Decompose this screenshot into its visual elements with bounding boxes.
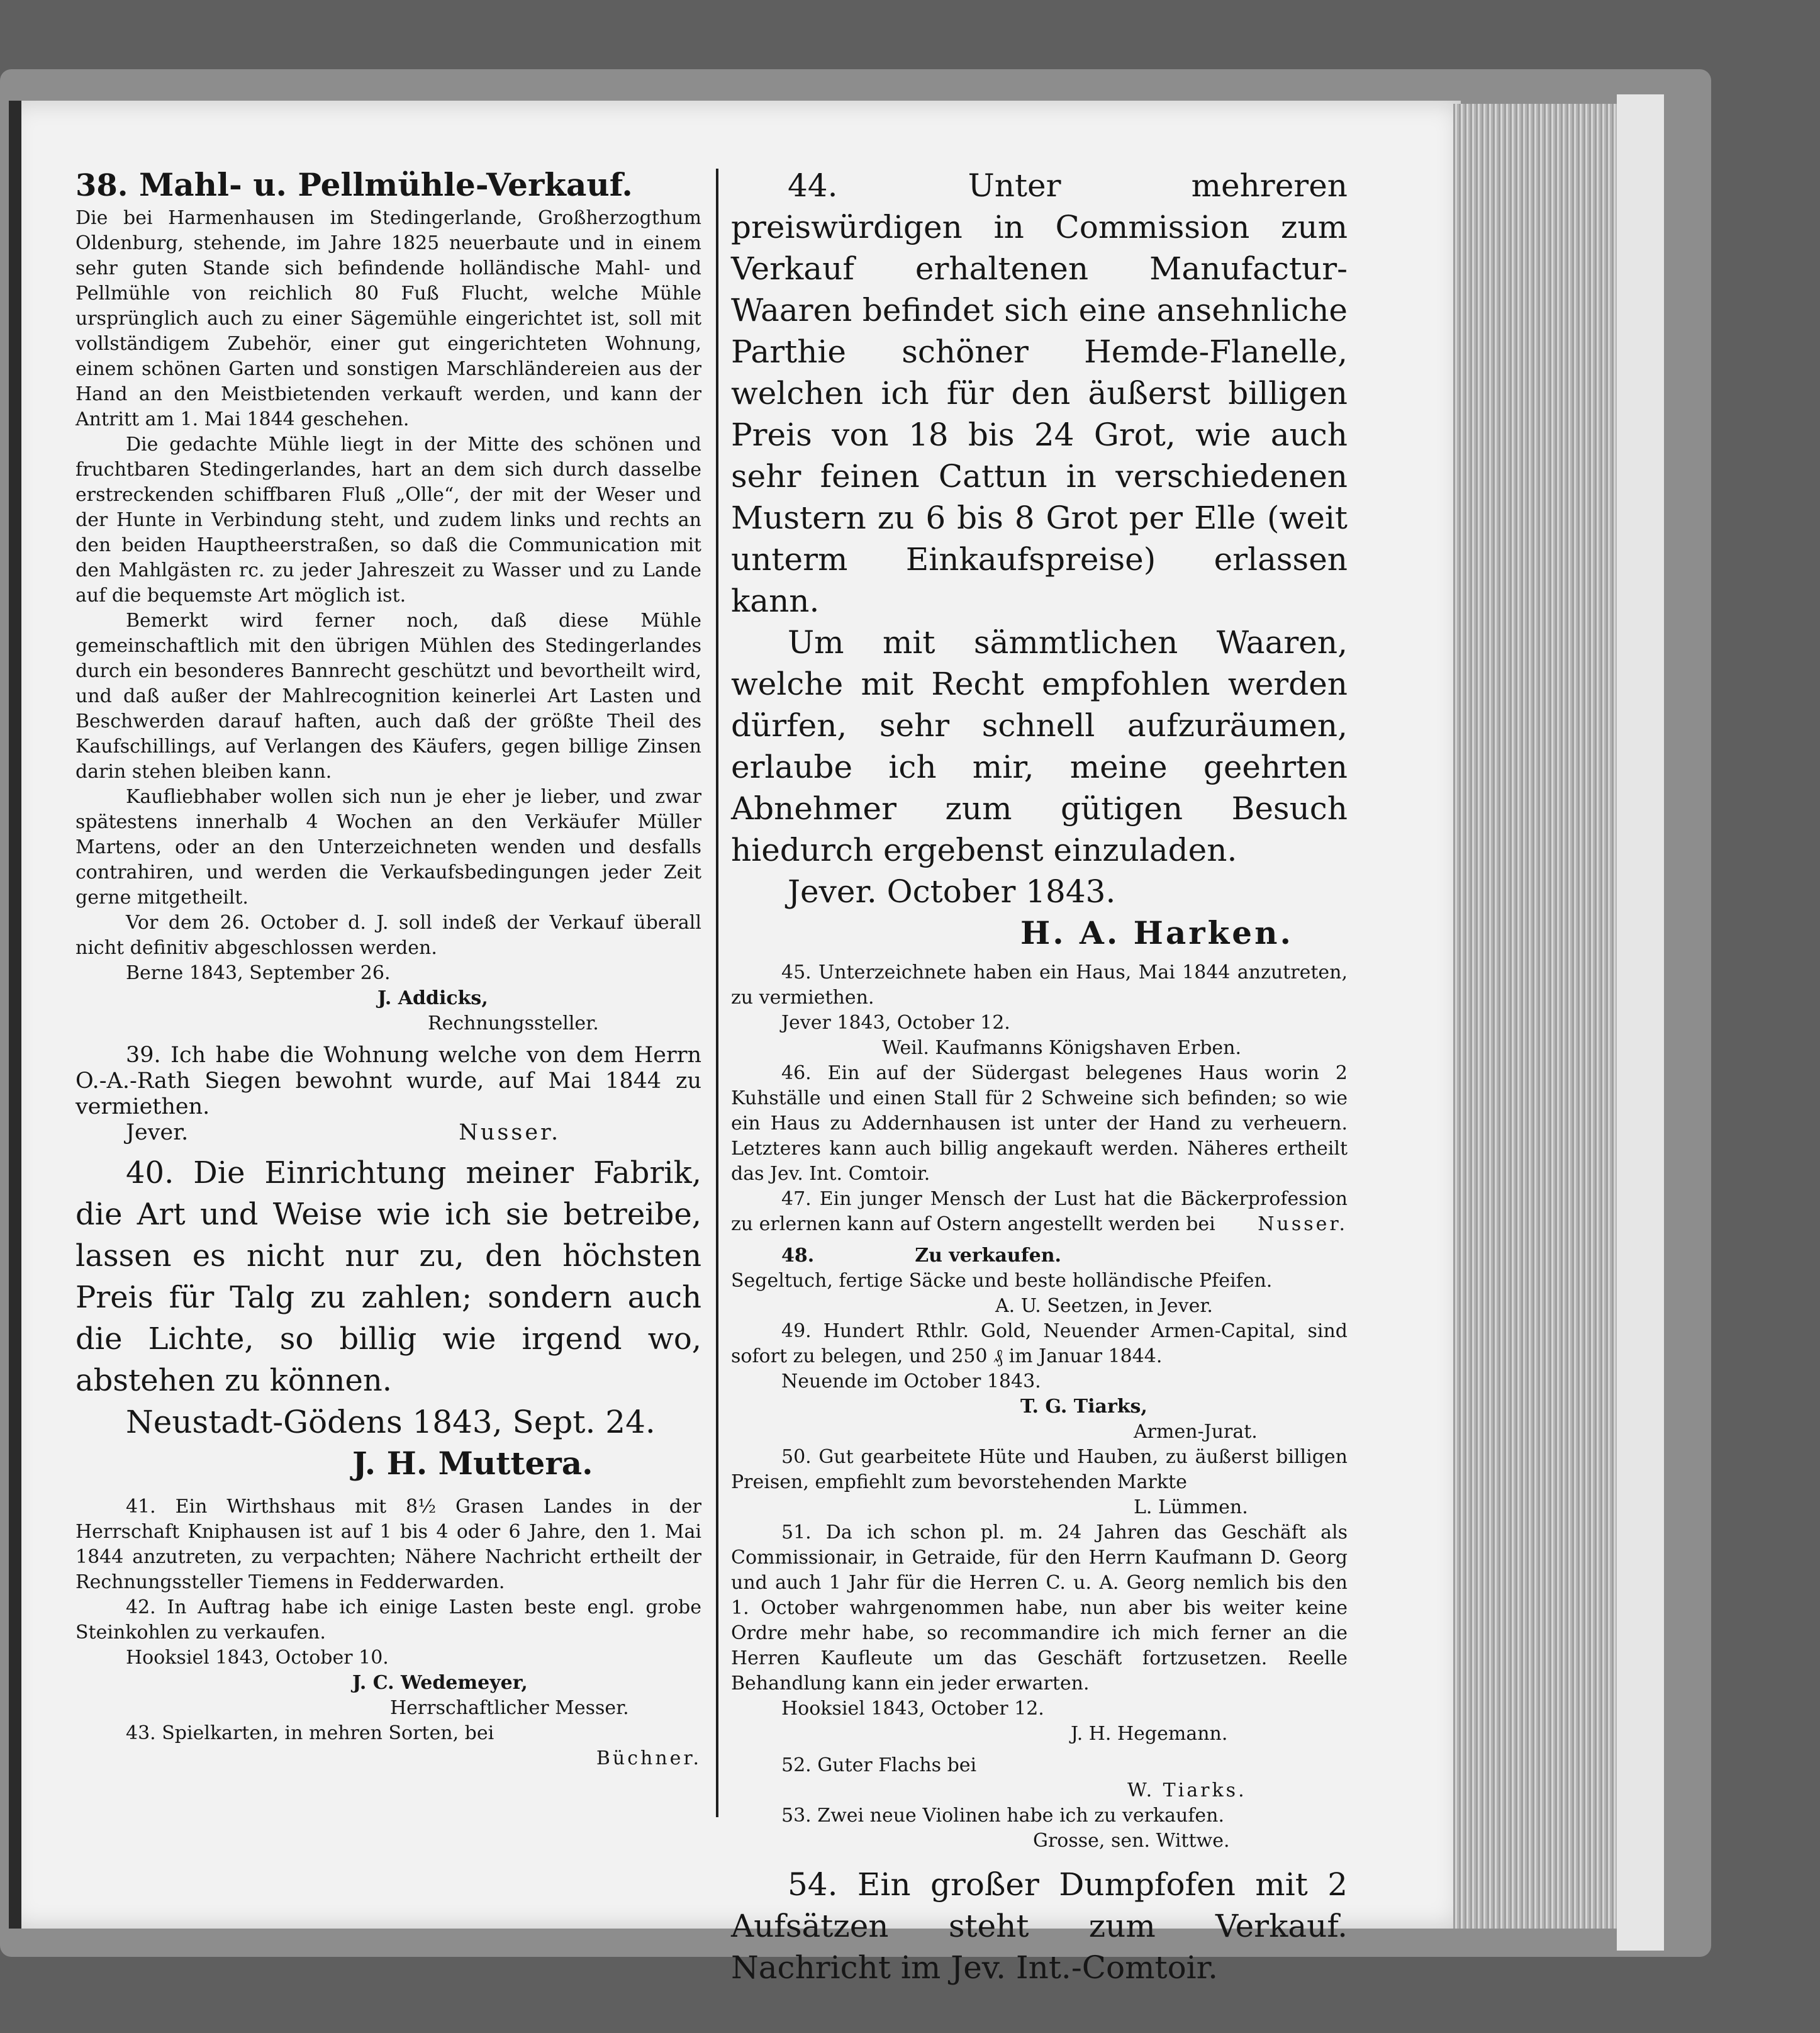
item-42-text: 42. In Auftrag habe ich einige Lasten beste engl. grobe Steinkohlen zu verkaufen. — [75, 1596, 701, 1644]
item-51-text: 51. Da ich schon pl. m. 24 Jahren das Geschäft als Commissionair, in Getraide, für den Herrn Kaufmann D. Georg und auch 1 Jahr für die Herren C. u. A. Georg nemlich bis den 1. October wahrgenommen habe, nun aber bis weiter keine Ordre mehr habe, so recommandire ich mich ferner an die Herren Kaufleute um das Geschäft fortzusetzen. Reelle Behandlung kann ein jeder erwarten. — [731, 1521, 1348, 1694]
item-54-text: 54. Ein großer Dumpfofen mit 2 Aufsätzen steht zum Verkauf. Nachricht im Jev. Int.-Comtoir. — [731, 1866, 1348, 1986]
item-43-text: 43. Spielkarten, in mehren Sorten, bei — [126, 1722, 494, 1744]
page-edges — [1453, 104, 1617, 1929]
item-40-place-date: Neustadt-Gödens 1843, Sept. 24. — [126, 1404, 656, 1440]
item-48-signer: A. U. Seetzen, in Jever. — [995, 1295, 1213, 1317]
item-48-text: Segeltuch, fertige Säcke und beste holländische Pfeifen. — [731, 1270, 1273, 1292]
item-45-place-date: Jever 1843, October 12. — [781, 1012, 1010, 1034]
item-50-text: 50. Gut gearbeitete Hüte und Hauben, zu äußerst billigen Preisen, empfiehlt zum bevorstehenden Markte — [731, 1446, 1348, 1493]
item-38-text-4: Kaufliebhaber wollen sich nun je eher je lieber, und zwar spätestens innerhalb 4 Wochen an den Verkäufer Müller Martens, oder an den Unterzeichneten wenden und desfalls contrahiren, und werden die Verkaufsbedingungen jeder Zeit gerne mitgetheilt. — [75, 786, 701, 909]
page-gutter — [9, 101, 21, 1929]
item-38-text-2: Die gedachte Mühle liegt in der Mitte des schönen und fruchtbaren Stedingerlandes, hart an dem sich durch dasselbe erstreckenden schiffbaren Fluß „Olle“, der mit der Weser und der Hunte in Verbindung steht, und zudem links und rechts an den beiden Hauptheerstraßen, so daß die Communication mit den Mahlgästen rc. zu jeder Jahreszeit zu Wasser und zu Lande auf die bequemste Art möglich ist. — [75, 434, 701, 607]
item-49-signer: T. G. Tiarks, — [1020, 1396, 1147, 1418]
item-41-text: 41. Ein Wirthshaus mit 8½ Grasen Landes in der Herrschaft Kniphausen ist auf 1 bis 4 oder 6 Jahre, den 1. Mai 1844 anzutreten, zu verpachten; Nähere Nachricht ertheilt der Rechnungssteller Tiemens in Fedderwarden. — [75, 1496, 701, 1593]
item-42-signer-title: Herrschaftlicher Messer. — [390, 1697, 629, 1719]
item-38-signer-title: Rechnungssteller. — [428, 1012, 599, 1034]
column-divider — [716, 169, 718, 1817]
item-49-text: 49. Hundert Rthlr. Gold, Neuender Armen-Capital, sind sofort zu belegen, und 250 ₰ im Januar 1844. — [731, 1320, 1348, 1367]
item-39-signature-line — [75, 1120, 701, 1146]
item-39-signer: Nusser. — [459, 1120, 561, 1145]
item-40-text: 40. Die Einrichtung meiner Fabrik, die Art und Weise wie ich sie betreibe, lassen es nicht nur zu, den höchsten Preis für Talg zu zahlen; sondern auch die Lichte, so billig wie irgend wo, abstehen zu können. — [75, 1155, 701, 1398]
item-49-place-date: Neuende im October 1843. — [781, 1370, 1041, 1392]
item-38-number: 38. — [75, 168, 128, 203]
item-47-signer: Nusser. — [1258, 1213, 1348, 1235]
item-50-signer: L. Lümmen. — [1134, 1496, 1248, 1518]
item-39-text: 39. Ich habe die Wohnung welche von dem Herrn O.-A.-Rath Siegen bewohnt wurde, auf Mai 1844 zu vermiethen. — [75, 1043, 701, 1119]
item-38-heading — [75, 165, 701, 206]
item-49-signer-title: Armen-Jurat. — [1134, 1421, 1258, 1443]
item-38-text-5: Vor dem 26. October d. J. soll indeß der Verkauf überall nicht definitiv abgeschlossen werden. — [75, 912, 701, 959]
item-38-text-3: Bemerkt wird ferner noch, daß diese Mühle gemeinschaftlich mit den übrigen Mühlen des Stedingerlandes durch ein besonderes Bannrecht geschützt und bevortheilt wird, und daß außer der Mahlrecognition keinerlei Art Lasten und Beschwerden darauf haften, auch daß der größte Theil des Kaufschillings, auf Verlangen des Käufers, gegen billige Zinsen darin stehen bleiben kann. — [75, 610, 701, 783]
item-44-text-1: 44. Unter mehreren preiswürdigen in Commission zum Verkauf erhaltenen Manufactur-Waaren befindet sich eine ansehnliche Parthie schöner Hemde-Flanelle, welchen ich für den äußerst billigen Preis von 18 bis 24 Grot, wie auch sehr feinen Cattun in verschiedenen Mustern zu 6 bis 8 Grot per Elle (weit unterm Einkaufspreise) erlassen kann. — [731, 167, 1348, 619]
item-38-title: Mahl- u. Pellmühle-Verkauf. — [138, 166, 633, 203]
item-38-text-1: Die bei Harmenhausen im Stedingerlande, Großherzogthum Oldenburg, stehende, im Jahre 1825 neuerbaute und in einem sehr guten Stande sich befindende holländische Mahl- und Pellmühle von reichlich 80 Fuß Flucht, welche Mühle ursprünglich auch zu einer Sägemühle eingerichtet ist, soll mit vollständigem Zubehör, einer gut eingerichteten Wohnung, einem schönen Garten und sonstigen Marschländereien aus der Hand an den Meistbietenden verkauft werden, und kann der Antritt am 1. Mai 1844 geschehen. — [75, 207, 701, 430]
cover-edge — [1617, 94, 1664, 1951]
item-42-signer: J. C. Wedemeyer, — [352, 1672, 528, 1694]
right-column — [731, 165, 1348, 1988]
item-48-title: Zu verkaufen. — [915, 1245, 1061, 1267]
item-51-signer: J. H. Hegemann. — [1071, 1723, 1228, 1745]
item-53-text: 53. Zwei neue Violinen habe ich zu verkaufen. — [781, 1805, 1225, 1827]
left-column — [75, 165, 701, 1771]
item-38-signer: J. Addicks, — [377, 987, 488, 1009]
item-51-place-date: Hooksiel 1843, October 12. — [781, 1698, 1044, 1720]
item-44-signer: H. A. Harken. — [1020, 914, 1293, 951]
item-44-place-date: Jever. October 1843. — [788, 873, 1116, 910]
item-42-place-date: Hooksiel 1843, October 10. — [126, 1647, 389, 1669]
item-40-signer: J. H. Muttera. — [352, 1445, 593, 1482]
item-44-text-2: Um mit sämmtlichen Waaren, welche mit Recht empfohlen werden dürfen, sehr schnell aufzuräumen, erlaube ich mir, meine geehrten Abnehmer zum gütigen Besuch hiedurch ergebenst einzuladen. — [731, 624, 1348, 868]
item-45-signer: Weil. Kaufmanns Königshaven Erben. — [882, 1037, 1242, 1059]
item-46-text: 46. Ein auf der Südergast belegenes Haus worin 2 Kuhställe und einen Stall für 2 Schweine sich befinden; so wie ein Haus zu Addernhausen ist unter der Hand zu verheuern. Letzteres kann auch billig angekauft werden. Näheres ertheilt das Jev. Int. Comtoir. — [731, 1062, 1348, 1185]
item-48-number: 48. — [781, 1245, 815, 1267]
item-45-text: 45. Unterzeichnete haben ein Haus, Mai 1844 anzutreten, zu vermiethen. — [731, 961, 1348, 1009]
item-39-place: Jever. — [126, 1120, 189, 1145]
item-38-place-date: Berne 1843, September 26. — [126, 962, 391, 984]
item-52-text: 52. Guter Flachs bei — [781, 1754, 977, 1776]
item-47-text: 47. Ein junger Mensch der Lust hat die Bäckerprofession zu erlernen kann auf Ostern angestellt werden bei — [731, 1188, 1348, 1235]
item-48-heading — [731, 1243, 1348, 1269]
item-43-signer: Büchner. — [596, 1747, 701, 1769]
item-52-signer: W. Tiarks. — [1127, 1779, 1247, 1801]
item-53-signer: Grosse, sen. Wittwe. — [1033, 1830, 1230, 1852]
